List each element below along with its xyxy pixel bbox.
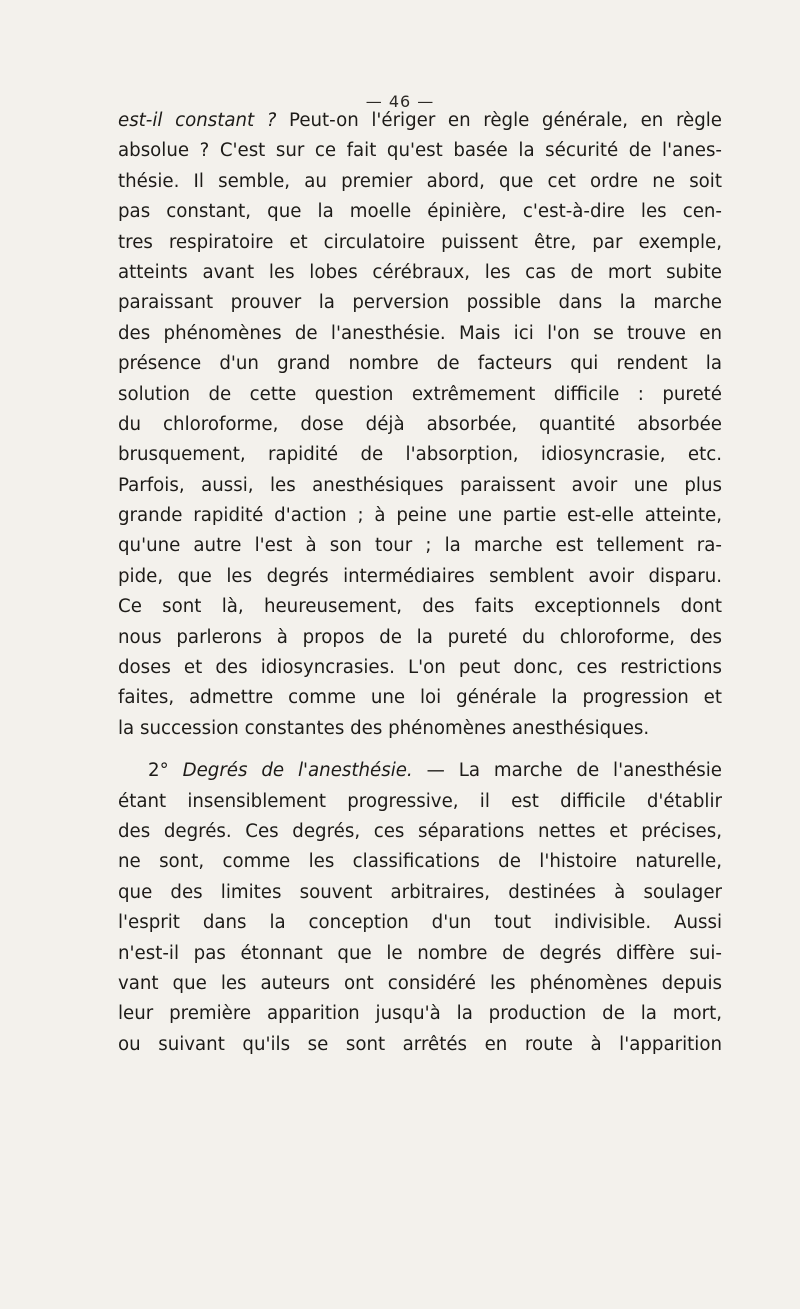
line-text: — La marche de l'anesthésie	[412, 760, 722, 782]
text-line: paraissant prouver la perversion possible dans la marche	[118, 292, 722, 314]
page-number: — 46 —	[365, 92, 435, 111]
paragraph-2-line-1	[118, 756, 722, 786]
text-line: leur première apparition jusqu'à la production de la mort,	[118, 1003, 722, 1025]
text-line: présence d'un grand nombre de facteurs qui rendent la	[118, 353, 722, 375]
italic-phrase: est-il constant ?	[118, 110, 277, 131]
text-line: vant que les auteurs ont considéré les phénomènes depuis	[118, 972, 722, 994]
text-line: faites, admettre comme une loi générale la progression et	[118, 687, 722, 709]
body-text	[118, 100, 722, 1060]
text-line: atteints avant les lobes cérébraux, les cas de mort subite	[118, 261, 722, 283]
text-line: brusquement, rapidité de l'absorption, idiosyncrasie, etc.	[118, 444, 722, 466]
text-line: des degrés. Ces degrés, ces séparations nettes et précises,	[118, 820, 722, 842]
text-line: l'esprit dans la conception d'un tout indivisible. Aussi	[118, 912, 722, 934]
text-line: du chloroforme, dose déjà absorbée, quantité absorbée	[118, 413, 722, 435]
section-heading: Degrés de l'anesthésie.	[182, 760, 413, 782]
paragraph-1-line-1	[118, 106, 722, 136]
text-line: grande rapidité d'action ; à peine une partie est-elle atteinte,	[118, 505, 722, 527]
text-line: pide, que les degrés intermédiaires semblent avoir disparu.	[118, 565, 722, 587]
paragraph-gap	[118, 744, 722, 756]
line-text: Peut-on l'ériger en règle générale, en règle	[276, 110, 722, 131]
text-line: des phénomènes de l'anesthésie. Mais ici l'on se trouve en	[118, 322, 722, 344]
text-line: n'est-il pas étonnant que le nombre de degrés diffère sui-	[118, 942, 722, 964]
text-line: doses et des idiosyncrasies. L'on peut donc, ces restrictions	[118, 657, 722, 679]
section-number: 2°	[148, 760, 169, 782]
text-line: absolue ? C'est sur ce fait qu'est basée la sécurité de l'anes-	[118, 140, 722, 162]
text-line: nous parlerons à propos de la pureté du chloroforme, des	[118, 626, 722, 648]
text-line: étant insensiblement progressive, il est difficile d'établir	[118, 790, 722, 812]
text-line: que des limites souvent arbitraires, destinées à soulager	[118, 881, 722, 903]
text-line: solution de cette question extrêmement difficile : pureté	[118, 383, 722, 405]
text-line: qu'une autre l'est à son tour ; la marche est tellement ra-	[118, 535, 722, 557]
text-line: la succession constantes des phénomènes anesthésiques.	[118, 717, 650, 739]
text-line: ou suivant qu'ils se sont arrêtés en route à l'apparition	[118, 1033, 722, 1055]
text-line: pas constant, que la moelle épinière, c'est-à-dire les cen-	[118, 201, 722, 223]
text-line: thésie. Il semble, au premier abord, que cet ordre ne soit	[118, 170, 722, 192]
text-line: tres respiratoire et circulatoire puissent être, par exemple,	[118, 231, 722, 253]
text-line: Parfois, aussi, les anesthésiques paraissent avoir une plus	[118, 474, 722, 496]
text-line: ne sont, comme les classifications de l'histoire naturelle,	[118, 851, 722, 873]
text-line: Ce sont là, heureusement, des faits exceptionnels dont	[118, 596, 722, 618]
